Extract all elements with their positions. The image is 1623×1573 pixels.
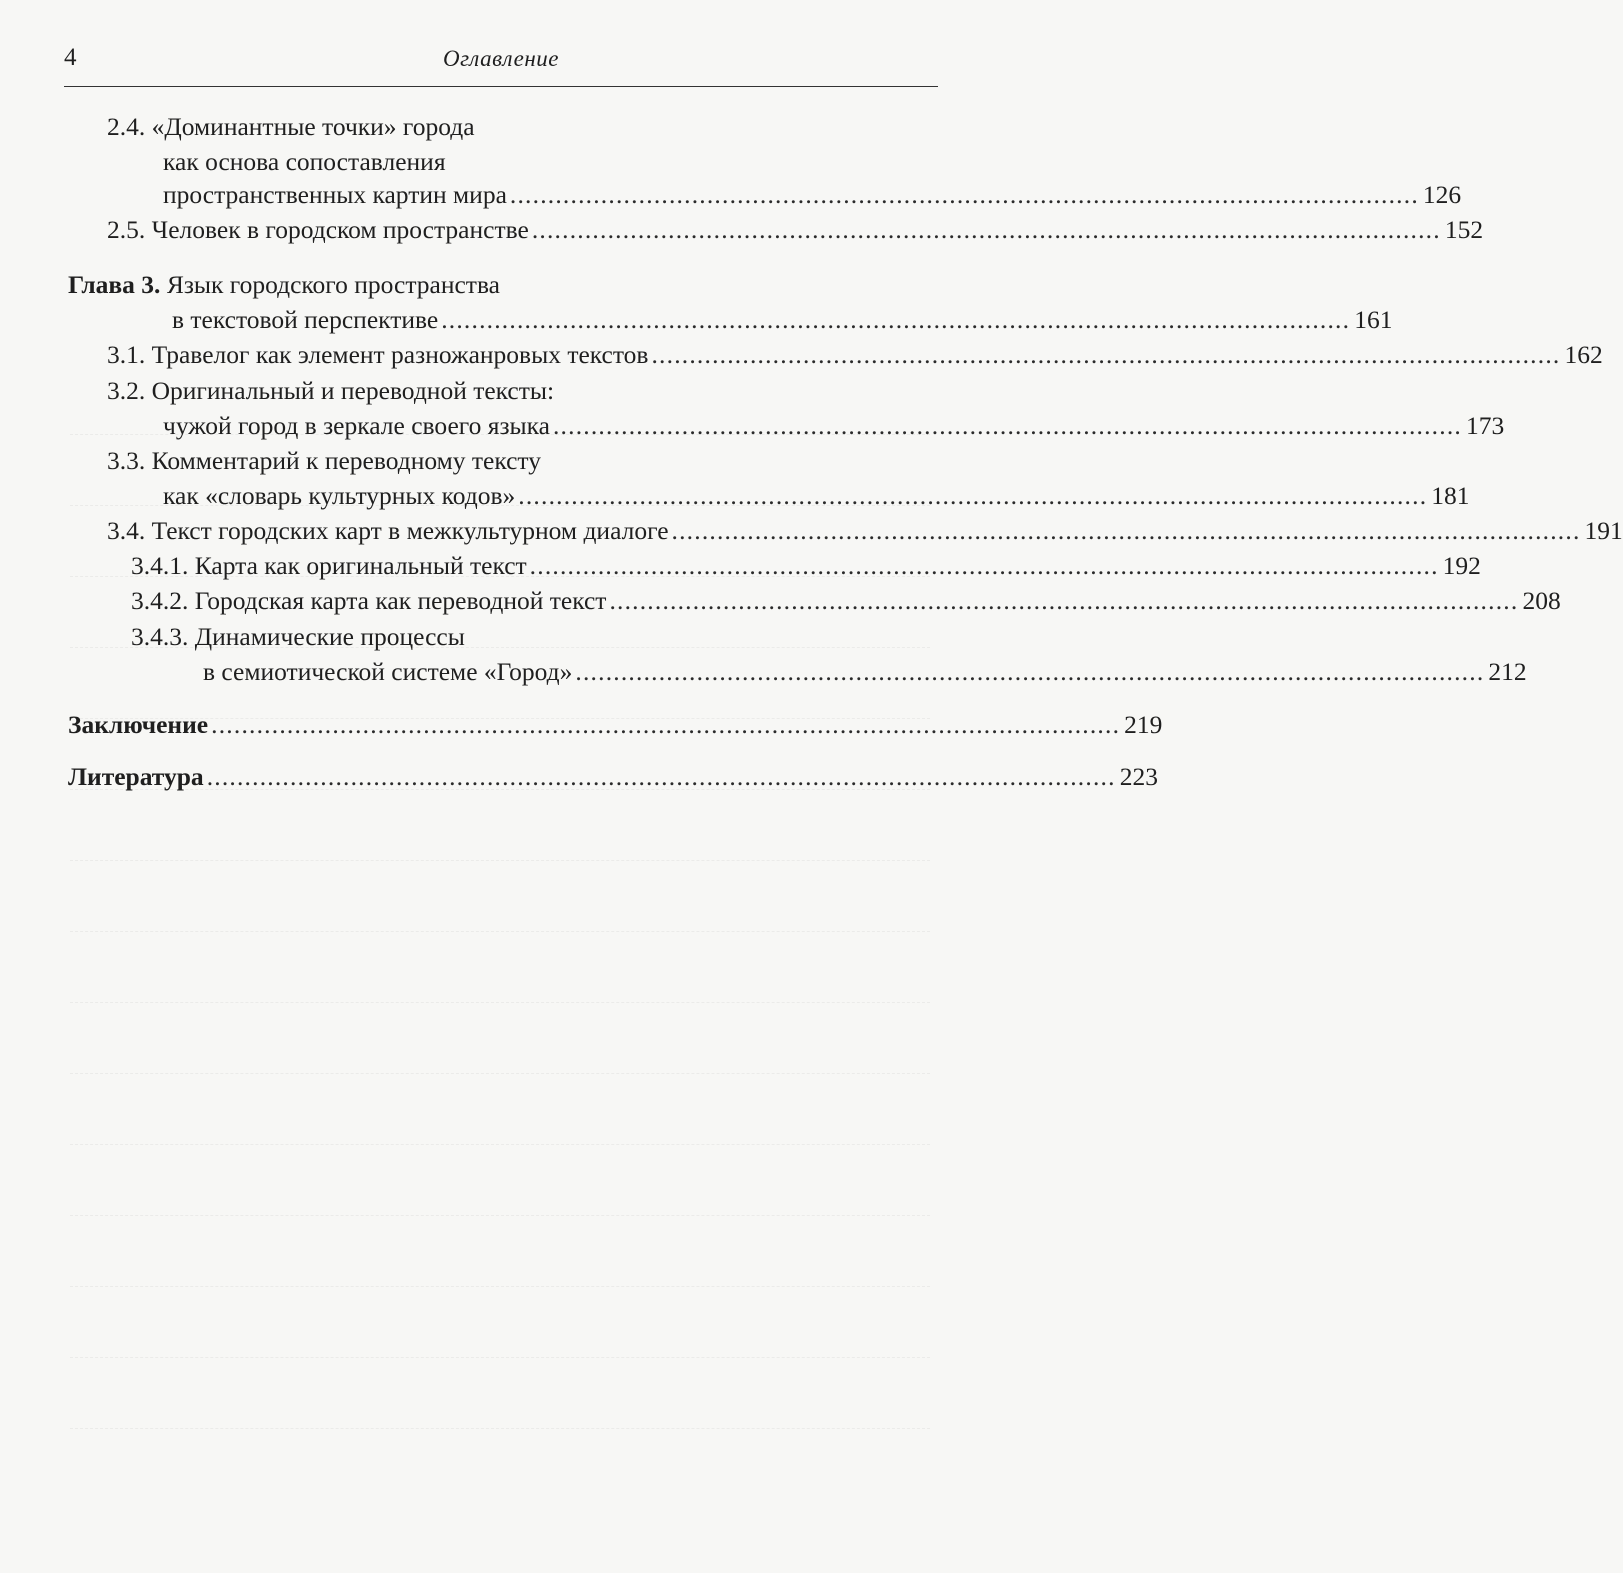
page-number: 4	[64, 44, 77, 71]
toc-page-number: 161	[1354, 305, 1393, 334]
dot-leader: ........................................................................................................................	[509, 180, 1419, 209]
toc-entry-3-3[interactable]	[163, 479, 1470, 513]
toc-entry-conclusion[interactable]	[68, 708, 1163, 742]
toc-entry-3-4[interactable]	[107, 514, 1623, 548]
chapter-title: Язык городского пространства	[166, 270, 500, 299]
toc-entry-3-2[interactable]	[163, 409, 1505, 443]
toc-page-number: 208	[1522, 586, 1561, 615]
toc-entry-title: Литература	[68, 762, 204, 791]
toc-entry-title: пространственных картин мира	[163, 180, 507, 209]
dot-leader: ........................................................................................................................	[609, 586, 1519, 615]
dot-leader: ........................................................................................................................	[531, 215, 1441, 244]
dot-leader: ........................................................................................................................	[529, 551, 1439, 580]
toc-page-number: 219	[1124, 710, 1163, 739]
toc-entry-3-4-3-line1: 3.4.3. Динамические процессы	[131, 622, 465, 651]
toc-entry-title: 3.4.2. Городская карта как переводной текст	[131, 586, 607, 615]
toc-page-number: 192	[1442, 551, 1481, 580]
toc-page-number: 173	[1465, 411, 1505, 440]
toc-entry-references[interactable]	[68, 760, 1158, 794]
dot-leader: ........................................................................................................................	[211, 710, 1121, 739]
toc-entry-title: 2.5. Человек в городском пространстве	[107, 215, 529, 244]
toc-entry-title: в текстовой перспективе	[172, 305, 439, 334]
toc-entry-3-1[interactable]	[107, 338, 1603, 372]
toc-entry-3-3-line1: 3.3. Комментарий к переводному тексту	[107, 446, 541, 475]
dot-leader: ........................................................................................................................	[441, 305, 1351, 334]
toc-entry-title: 3.4. Текст городских карт в межкультурном диалоге	[107, 516, 669, 545]
toc-entry-2-4-line2: как основа сопоставления	[163, 147, 446, 176]
running-title: Оглавление	[442, 46, 559, 71]
toc-entry-3-2-line1: 3.2. Оригинальный и переводной тексты:	[107, 376, 555, 405]
chapter-label: Глава 3.	[68, 270, 161, 299]
toc-entry-2-5[interactable]	[107, 213, 1484, 247]
toc-entry-title: 3.1. Травелог как элемент разножанровых текстов	[107, 340, 649, 369]
toc-page-number: 212	[1488, 657, 1527, 686]
dot-leader: ........................................................................................................................	[575, 657, 1485, 686]
toc-entry-title: 3.4.1. Карта как оригинальный текст	[131, 551, 527, 580]
toc-page-number: 191	[1584, 516, 1623, 545]
toc-entry-3-4-1[interactable]	[131, 549, 1481, 583]
toc-chapter-3[interactable]	[172, 303, 1393, 337]
toc-page-number: 126	[1422, 180, 1462, 209]
toc-chapter-3-line1	[68, 268, 500, 302]
toc-page-number: 181	[1431, 481, 1470, 510]
toc-entry-2-4-line1: 2.4. «Доминантные точки» города	[107, 112, 475, 141]
toc-entry-title: Заключение	[68, 710, 209, 739]
toc-page-number: 162	[1564, 340, 1603, 369]
toc-page-number: 223	[1119, 762, 1158, 791]
toc-entry-title: в семиотической системе «Город»	[203, 657, 573, 686]
toc-entry-title: чужой город в зеркале своего языка	[163, 411, 550, 440]
toc-entry-3-4-2[interactable]	[131, 584, 1561, 618]
toc-entry-2-4[interactable]	[163, 178, 1462, 212]
dot-leader: ........................................................................................................................	[518, 481, 1428, 510]
toc-entry-title: как «словарь культурных кодов»	[163, 481, 516, 510]
dot-leader: ........................................................................................................................	[206, 762, 1116, 791]
toc-entry-3-4-3[interactable]	[203, 655, 1527, 689]
dot-leader: ........................................................................................................................	[651, 340, 1561, 369]
toc-page-number: 152	[1444, 215, 1484, 244]
dot-leader: ........................................................................................................................	[552, 411, 1462, 440]
dot-leader: ........................................................................................................................	[671, 516, 1581, 545]
